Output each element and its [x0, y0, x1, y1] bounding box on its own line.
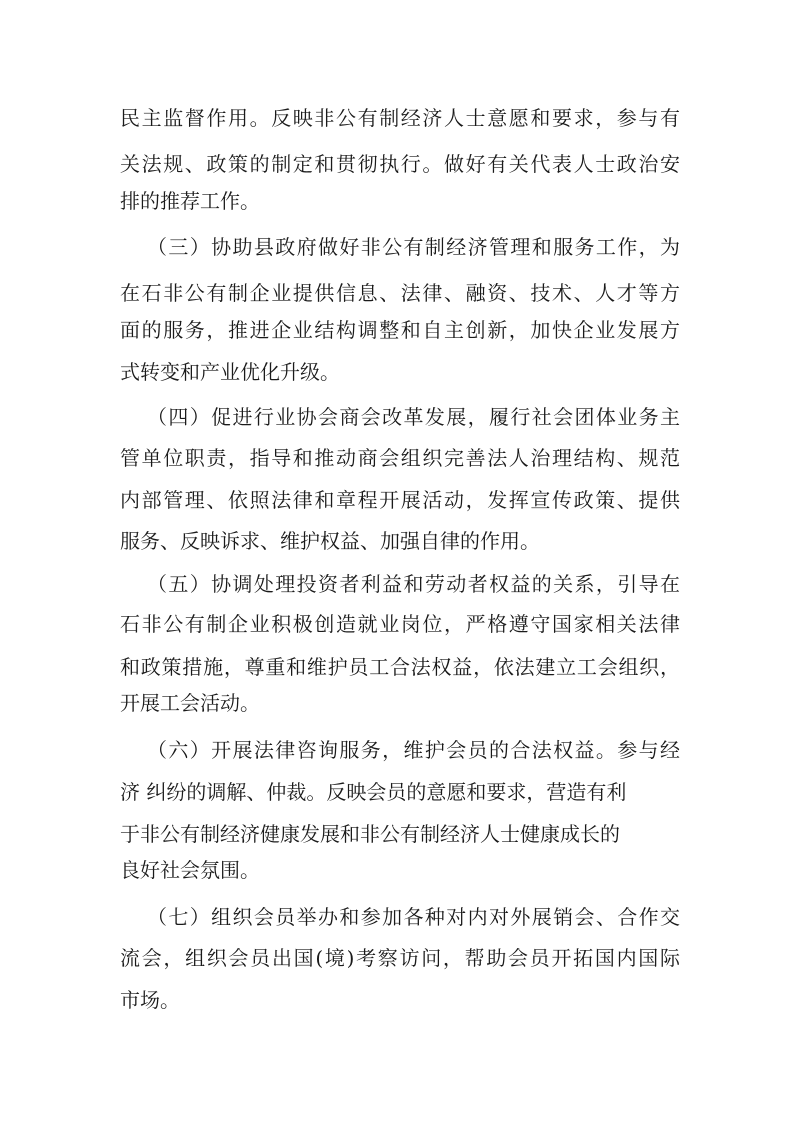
text-line: 排的推荐工作。 — [120, 189, 260, 213]
text-line: 石非公有制企业积极创造就业岗位，严格遵守国家相关法律 — [120, 612, 680, 636]
text-line: 良好社会氛围。 — [120, 858, 260, 882]
text-line: 和政策措施，尊重和维护员工合法权益，依法建立工会组织， — [120, 655, 680, 679]
text-line: 济 纠纷的调解、仲裁。反映会员的意愿和要求，营造有利 — [120, 780, 627, 804]
text-line: 市场。 — [120, 988, 180, 1012]
text-line: 内部管理、依照法律和章程开展活动，发挥宣传政策、提供 — [120, 488, 680, 512]
text-line: 开展工会活动。 — [120, 691, 260, 715]
text-line: 管单位职责，指导和推动商会组织完善法人治理结构、规范 — [120, 446, 680, 470]
text-line: 流会，组织会员出国(境)考察访问，帮助会员开拓国内国际 — [120, 946, 680, 970]
paragraph-heading-6: （六）开展法律咨询服务，维护会员的合法权益。参与经 — [147, 738, 680, 762]
text-line: 式转变和产业优化升级。 — [120, 360, 340, 384]
paragraph-heading-7: （七）组织会员举办和参加各种对内对外展销会、合作交 — [147, 905, 680, 929]
paragraph-heading-3: （三）协助县政府做好非公有制经济管理和服务工作，为 — [147, 235, 680, 259]
text-line: 面的服务，推进企业结构调整和自主创新，加快企业发展方 — [120, 318, 680, 342]
text-line: 关法规、政策的制定和贯彻执行。做好有关代表人士政治安 — [120, 152, 680, 176]
text-line: 在石非公有制企业提供信息、法律、融资、技术、人才等方 — [120, 281, 680, 305]
paragraph-heading-5: （五）协调处理投资者利益和劳动者权益的关系，引导在 — [147, 572, 680, 596]
text-line: 民主监督作用。反映非公有制经济人士意愿和要求，参与有 — [120, 106, 680, 130]
text-line: 服务、反映诉求、维护权益、加强自律的作用。 — [120, 529, 540, 553]
text-line: 于非公有制经济健康发展和非公有制经济人士健康成长的 — [120, 822, 620, 846]
paragraph-heading-4: （四）促进行业协会商会改革发展，履行社会团体业务主 — [147, 405, 680, 429]
